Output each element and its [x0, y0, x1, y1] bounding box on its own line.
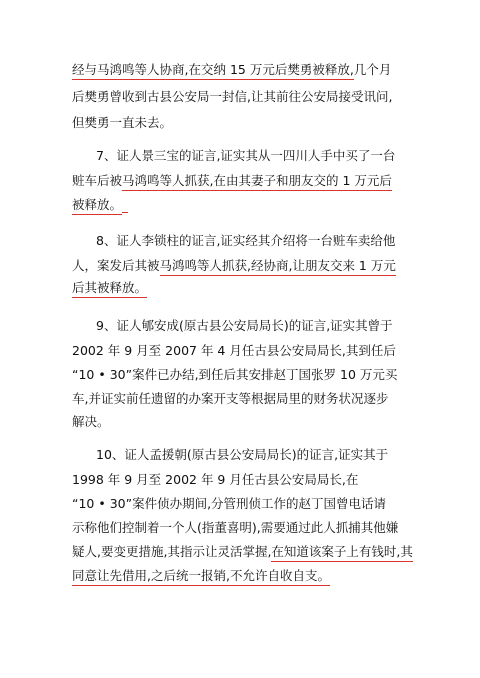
red-underline-text: 同意让先借用,之后统一报销,不允许自收自支。: [72, 568, 330, 586]
paragraph-8-start: 8、证人李锁柱的证言,证实经其介绍将一台赃车卖给他: [96, 233, 396, 248]
text-line: [72, 280, 147, 296]
text-line: 1998 年 9 月至 2002 年 9 月任古县公安局局长,在: [72, 472, 359, 487]
text-line: “10 • 30”案件侦办期间,分管刑侦工作的赵丁国曾电话请: [72, 496, 387, 511]
text-line: 经与马鸿鸣等人协商,在交纳 15 万元后樊勇被释放,几个月: [72, 62, 391, 78]
red-underline-text: 经与马鸿鸣等人协商,在交纳 15 万元后樊勇被释放,: [72, 62, 354, 80]
paragraph-9-start: 9、证人郇安成(原古县公安局局长)的证言,证实其曾于: [96, 318, 393, 333]
text-line: 后樊勇曾收到古县公安局一封信,让其前往公安局接受讯问,: [72, 89, 393, 104]
text-line: [72, 568, 330, 584]
text-line: 人，案发后其被马鸿鸣等人抓获,经协商,让朋友交来 1 万元: [72, 258, 396, 274]
paragraph-10-start: 10、证人孟援朝(原古县公安局局长)的证言,证实其于: [96, 447, 389, 462]
text-line: [72, 196, 128, 213]
red-underline-text: 在知道该案子上有钱时,其: [271, 544, 412, 562]
text-line: 疑人,要变更措施,其指示让灵活掌握,在知道该案子上有钱时,其: [72, 544, 413, 560]
red-underline-text: 后其被释放。: [72, 280, 147, 298]
underline-tail: [122, 196, 128, 213]
text-line: 示称他们控制着一个人(指董喜明),需要通过此人抓捕其他嫌: [72, 520, 399, 535]
text-line: 车,并证实前任遗留的办案开支等根据局里的财务状况逐步: [72, 391, 389, 406]
text-line: 赃车后被马鸿鸣等人抓获,在由其妻子和朋友交的 1 万元后: [72, 173, 392, 189]
text-line: 2002 年 9 月至 2007 年 4 月任古县公安局局长,其到任后: [72, 343, 396, 358]
paragraph-7-start: 7、证人景三宝的证言,证实其从一四川人手中买了一台: [96, 148, 396, 163]
text-line: “10 • 30”案件已办结,到任后其安排赵丁国张罗 10 万元买: [72, 367, 398, 382]
red-underline-text: 马鸿鸣等人抓获,经协商,让朋友交来 1 万元: [160, 258, 396, 276]
red-underline-text: 被释放。: [72, 197, 122, 215]
text-line: 但樊勇一直未去。: [72, 115, 173, 130]
red-underline-text: 马鸿鸣等人抓获,在由其妻子和朋友交的 1 万元后: [122, 173, 392, 191]
text-line: 解决。: [72, 414, 110, 429]
